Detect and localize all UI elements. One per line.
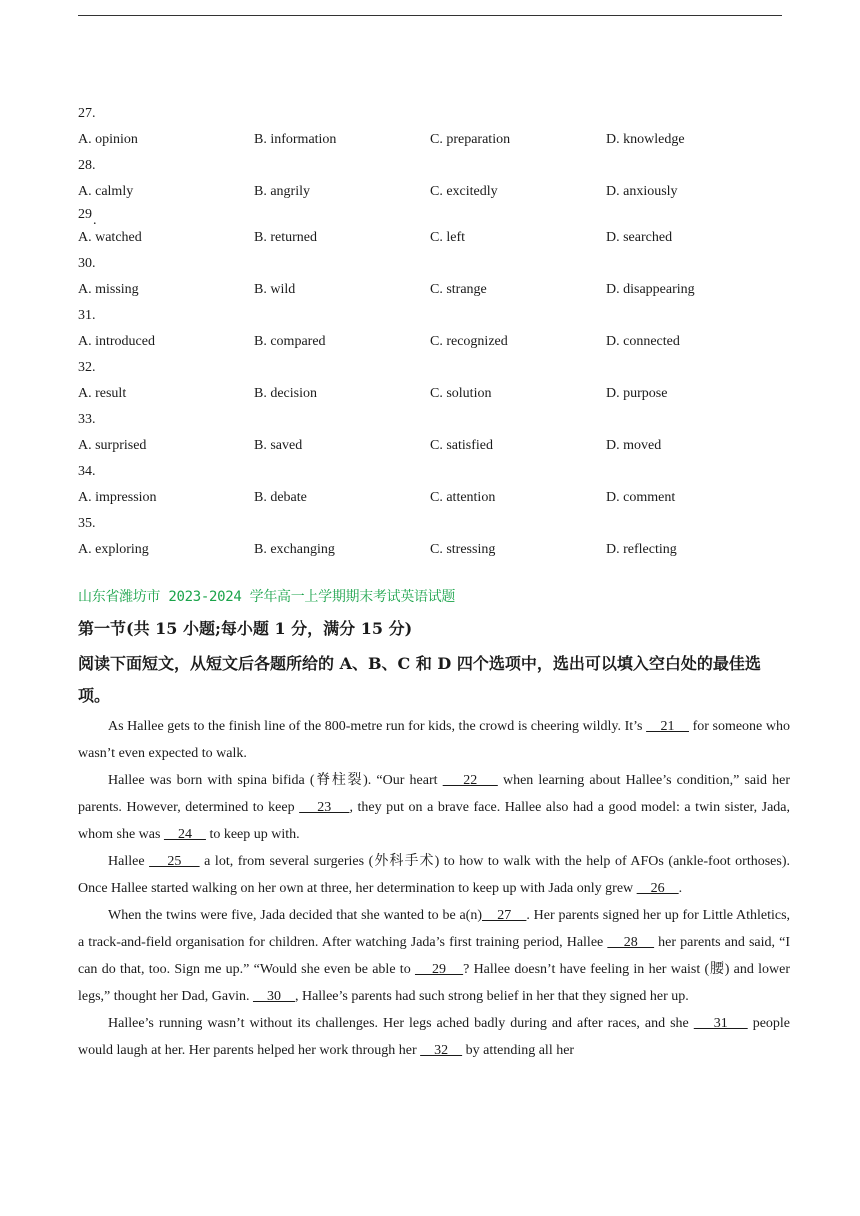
passage-paragraph (78, 713, 790, 767)
option-choice: B. returned (254, 230, 317, 245)
option-row (78, 127, 782, 153)
passage-text: . Her parents signed her up for Little Athletics, a track-and-field organisation for children. After watching Jada’s first training period, Hallee (78, 908, 791, 950)
option-choice: A. watched (78, 230, 142, 245)
option-choice: A. impression (78, 490, 157, 505)
question-options-list (78, 101, 782, 563)
cloze-blank: 22 (442, 773, 498, 788)
passage-paragraph (78, 902, 790, 1010)
option-choice: B. wild (254, 282, 296, 297)
option-choice: A. missing (78, 282, 139, 297)
cloze-blank: 27 (482, 908, 527, 923)
option-choice: D. purpose (606, 386, 668, 401)
option-choice: D. disappearing (606, 282, 695, 297)
option-choice: D. comment (606, 490, 676, 505)
option-choice: C. attention (430, 490, 496, 505)
option-choice: B. debate (254, 490, 307, 505)
question-number-label: 35. (78, 516, 96, 531)
cloze-blank: 31 (693, 1016, 748, 1031)
passage-text: Hallee’s running wasn’t without its challenges. Her legs ached badly during and after races, and she (108, 1016, 694, 1031)
passage-text: a lot, from several surgeries (外科手术) to how to walk with the help of AFOs (ankle-foot orthoses). Once Hallee started walking on her own at three, her determination to keep up with Jada only grew (78, 854, 790, 896)
option-choice: B. information (254, 132, 337, 147)
header-rule (78, 15, 782, 16)
cloze-blank: 32 (420, 1043, 463, 1058)
instructions: 阅读下面短文，从短文后各题所给的 A、B、C 和 D 四个选项中，选出可以填入空白处的最佳选项。 (78, 654, 761, 705)
question-number-dot: . (93, 213, 97, 228)
option-choice: B. exchanging (254, 542, 335, 557)
option-choice: B. saved (254, 438, 303, 453)
option-choice: B. decision (254, 386, 317, 401)
option-row (78, 225, 782, 251)
cloze-passage (78, 713, 790, 1064)
source-title: 山东省潍坊市 2023-2024 学年高一上学期期末考试英语试题 (78, 589, 456, 605)
option-choice: C. left (430, 230, 465, 245)
question-number-label: 27. (78, 106, 96, 121)
passage-text: for someone who wasn’t even expected to walk. (78, 719, 790, 761)
question-number (78, 407, 782, 433)
question-number (78, 303, 782, 329)
question-number (78, 153, 782, 179)
option-row (78, 329, 782, 355)
passage-text: Hallee (108, 854, 150, 869)
cloze-blank: 24 (163, 827, 206, 842)
question-number-label: 31. (78, 308, 96, 323)
option-choice: A. exploring (78, 542, 149, 557)
passage-text: , they put on a brave face. Hallee also had a good model: a twin sister, Jada, whom she was (78, 800, 791, 842)
question-number (78, 355, 782, 381)
question-number (78, 511, 782, 537)
option-choice: C. solution (430, 386, 492, 401)
passage-text: As Hallee gets to the finish line of the 800-metre run for kids, the crowd is cheering wildly. It’s (108, 719, 647, 734)
option-row (78, 537, 782, 563)
option-choice: A. opinion (78, 132, 138, 147)
passage-text: to keep up with. (205, 827, 300, 842)
question-number (78, 251, 782, 277)
cloze-blank: 28 (607, 935, 655, 950)
option-choice: A. result (78, 386, 127, 401)
passage-text: Hallee was born with spina bifida (脊柱裂). “Our heart (108, 773, 443, 788)
option-choice: D. knowledge (606, 132, 685, 147)
option-choice: D. moved (606, 438, 662, 453)
cloze-blank: 25 (149, 854, 200, 869)
passage-paragraph (78, 1010, 790, 1064)
option-choice: C. preparation (430, 132, 511, 147)
cloze-blank: 29 (414, 962, 464, 977)
question-number-label: 34. (78, 464, 96, 479)
option-choice: D. reflecting (606, 542, 677, 557)
passage-text: ? Hallee doesn’t have feeling in her waist (腰) and lower legs,” thought her Dad, Gavin. (78, 962, 791, 1004)
option-choice: C. satisfied (430, 438, 493, 453)
cloze-blank: 30 (252, 989, 295, 1004)
cloze-blank: 21 (646, 719, 689, 734)
question-number-label: 29 (78, 207, 92, 222)
passage-text: people would laugh at her. Her parents helped her work through her (78, 1016, 791, 1058)
option-choice: D. anxiously (606, 184, 678, 199)
option-choice: C. stressing (430, 542, 496, 557)
option-choice: D. searched (606, 230, 673, 245)
option-choice: B. compared (254, 334, 326, 349)
passage-text: her parents and said, “I can do that, too. Sign me up.” “Would she even be able to (78, 935, 791, 977)
question-number-label: 33. (78, 412, 96, 427)
section-heading: 第一节(共 15 小题;每小题 1 分，满分 15 分) (78, 619, 413, 638)
option-choice: A. calmly (78, 184, 134, 199)
option-row (78, 381, 782, 407)
option-choice: C. excitedly (430, 184, 498, 199)
cloze-blank: 26 (636, 881, 679, 896)
passage-paragraph (78, 767, 790, 848)
passage-text: by attending all her (462, 1043, 575, 1058)
question-number (78, 459, 782, 485)
question-number-label: 32. (78, 360, 96, 375)
option-row (78, 433, 782, 459)
question-number-label: 28. (78, 158, 96, 173)
option-choice: C. strange (430, 282, 487, 297)
passage-text: . (678, 881, 683, 896)
question-number (78, 101, 782, 127)
passage-text: when learning about Hallee’s condition,” said her parents. However, determined to keep (78, 773, 790, 815)
option-choice: A. surprised (78, 438, 147, 453)
option-row (78, 277, 782, 303)
option-choice: B. angrily (254, 184, 310, 199)
option-choice: D. connected (606, 334, 680, 349)
question-number-label: 30. (78, 256, 96, 271)
option-choice: A. introduced (78, 334, 155, 349)
passage-text: When the twins were five, Jada decided that she wanted to be a(n) (108, 908, 483, 923)
passage-paragraph (78, 848, 790, 902)
cloze-blank: 23 (299, 800, 350, 815)
option-choice: C. recognized (430, 334, 508, 349)
passage-text: , Hallee’s parents had such strong belief in her that they signed her up. (294, 989, 689, 1004)
question-number (78, 205, 782, 228)
option-row (78, 179, 782, 205)
option-row (78, 485, 782, 511)
